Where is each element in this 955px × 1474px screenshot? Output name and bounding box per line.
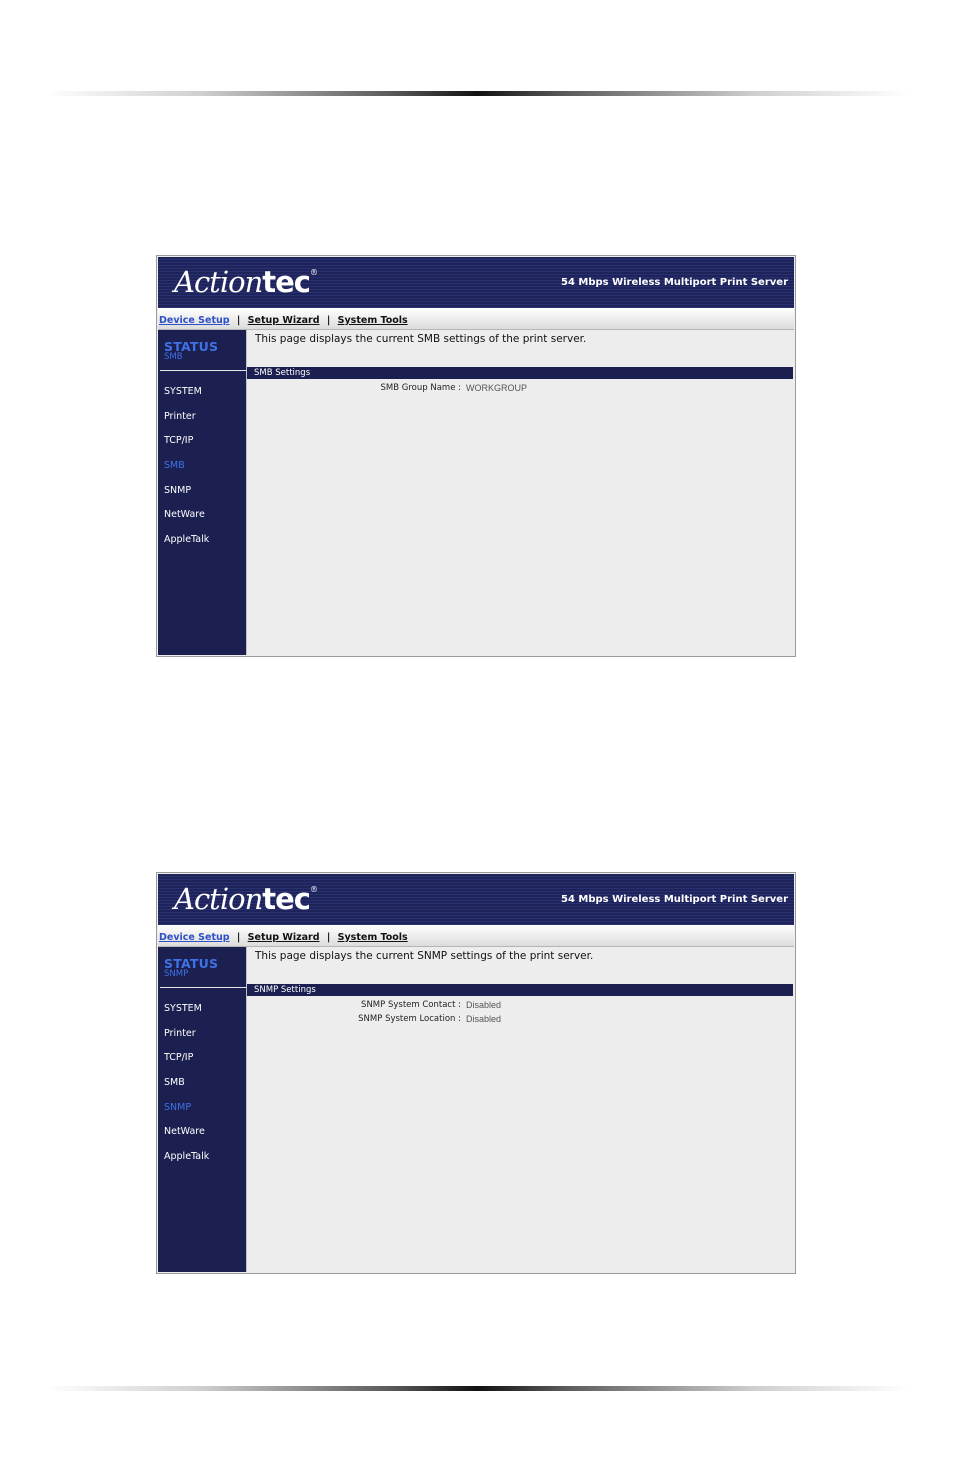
sidebar-item-printer[interactable]: Printer: [164, 1028, 196, 1039]
sidebar-item-netware[interactable]: NetWare: [164, 1126, 205, 1137]
nav-device-setup[interactable]: Device Setup: [159, 315, 230, 326]
sidebar-item-snmp[interactable]: SNMP: [164, 1102, 192, 1113]
header-banner: [158, 874, 794, 925]
field-value: Disabled: [466, 1014, 502, 1024]
nav-separator: |: [236, 315, 241, 326]
snmp-status-screenshot: [156, 872, 796, 1274]
sidebar-item-printer[interactable]: Printer: [164, 411, 196, 422]
main-content: [246, 947, 794, 1272]
sidebar-item-netware[interactable]: NetWare: [164, 509, 205, 520]
header-banner: [158, 257, 794, 308]
sidebar-item-appletalk[interactable]: AppleTalk: [164, 1151, 210, 1162]
main-content: [246, 330, 794, 655]
nav-separator: |: [326, 315, 331, 326]
settings-row: [247, 1014, 793, 1028]
nav-setup-wizard[interactable]: Setup Wizard: [247, 315, 320, 326]
field-value: WORKGROUP: [466, 383, 528, 393]
top-divider: [45, 91, 910, 96]
top-nav: [158, 925, 794, 947]
product-name: 54 Mbps Wireless Multiport Print Server: [560, 277, 788, 288]
sidebar-subtitle: SMB: [164, 352, 183, 362]
section-header: SMB Settings: [247, 367, 793, 379]
smb-status-screenshot: [156, 255, 796, 657]
field-label: SNMP System Location :: [358, 1014, 461, 1024]
nav-system-tools[interactable]: System Tools: [337, 315, 408, 326]
sidebar-item-system[interactable]: SYSTEM: [164, 386, 202, 397]
product-name: 54 Mbps Wireless Multiport Print Server: [560, 894, 788, 905]
sidebar-item-snmp[interactable]: SNMP: [164, 485, 192, 496]
sidebar-divider: [160, 370, 246, 371]
sidebar-item-tcpip[interactable]: TCP/IP: [164, 435, 194, 446]
actiontec-logo: Actiontec®: [174, 265, 317, 299]
sidebar-item-appletalk[interactable]: AppleTalk: [164, 534, 210, 545]
settings-row: [247, 1000, 793, 1014]
field-value: Disabled: [466, 1000, 502, 1010]
sidebar-subtitle: SNMP: [164, 969, 189, 979]
actiontec-logo: Actiontec®: [174, 882, 317, 916]
field-label: SNMP System Contact :: [361, 1000, 461, 1010]
nav-device-setup[interactable]: Device Setup: [159, 932, 230, 943]
page-description: This page displays the current SNMP settings of the print server.: [255, 950, 594, 962]
sidebar-item-smb[interactable]: SMB: [164, 460, 185, 471]
sidebar-divider: [160, 987, 246, 988]
sidebar: [158, 947, 246, 1272]
section-header: SNMP Settings: [247, 984, 793, 996]
bottom-divider: [45, 1386, 910, 1391]
field-label: SMB Group Name :: [380, 383, 461, 393]
sidebar: [158, 330, 246, 655]
nav-system-tools[interactable]: System Tools: [337, 932, 408, 943]
settings-row: [247, 383, 793, 397]
nav-setup-wizard[interactable]: Setup Wizard: [247, 932, 320, 943]
sidebar-title: STATUS: [164, 339, 219, 354]
sidebar-item-tcpip[interactable]: TCP/IP: [164, 1052, 194, 1063]
nav-separator: |: [236, 932, 241, 943]
sidebar-title: STATUS: [164, 956, 219, 971]
page-description: This page displays the current SMB settings of the print server.: [255, 333, 587, 345]
sidebar-item-smb[interactable]: SMB: [164, 1077, 185, 1088]
nav-separator: |: [326, 932, 331, 943]
sidebar-item-system[interactable]: SYSTEM: [164, 1003, 202, 1014]
top-nav: [158, 308, 794, 330]
